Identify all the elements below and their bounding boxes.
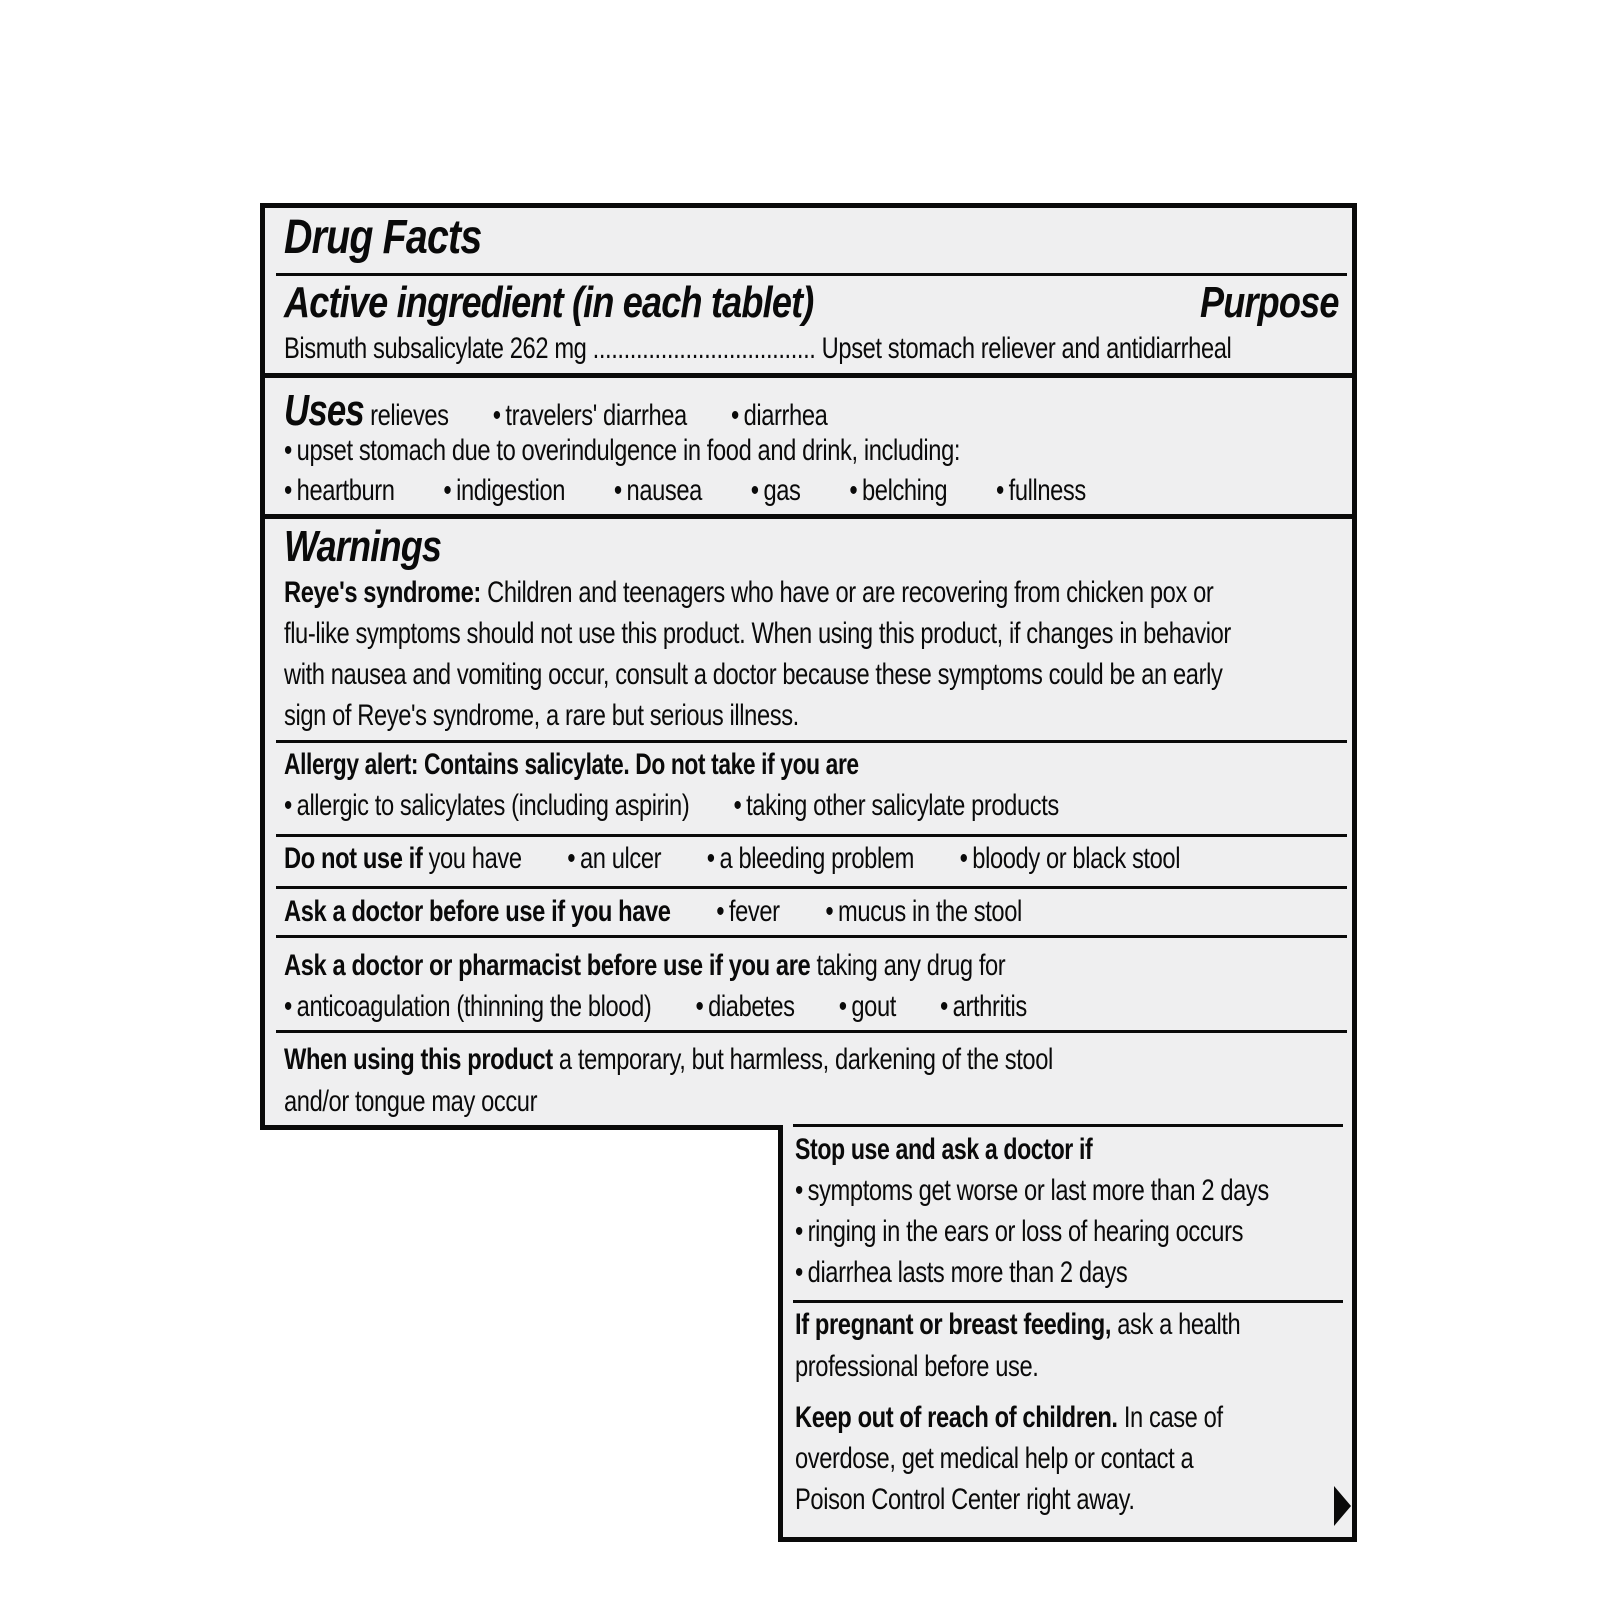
- warnings-rule-2: [276, 834, 1347, 837]
- uses-item: diarrhea: [743, 399, 828, 432]
- continue-arrow-icon: [1334, 1486, 1351, 1526]
- uses-item: belching: [861, 474, 948, 507]
- allergy-item: taking other salicylate products: [746, 789, 1059, 822]
- bullet: •: [695, 990, 704, 1023]
- pregnant-text: professional before use.: [795, 1350, 1039, 1383]
- reyes-label: Reye's syndrome:: [284, 576, 481, 609]
- bullet: •: [716, 895, 725, 928]
- reyes-text: sign of Reye's syndrome, a rare but serious illness.: [284, 699, 799, 732]
- stop-use-item: [795, 1256, 1216, 1290]
- bullet: •: [284, 990, 292, 1023]
- allergy-item: allergic to salicylates (including aspirin): [296, 789, 690, 822]
- warnings-rule-1: [276, 740, 1347, 743]
- keep-out-line-3: [795, 1483, 1225, 1517]
- pregnant-warning: [795, 1308, 1359, 1342]
- uses-line-3: [284, 474, 1299, 508]
- stop-use-item: [795, 1215, 1362, 1249]
- ask-pharmacist-label: Ask a doctor or pharmacist before use if you are: [284, 949, 811, 982]
- bullet: •: [995, 474, 1004, 507]
- ingredient-purpose: Upset stomach reliever and antidiarrheal: [821, 332, 1232, 365]
- title-rule: [276, 273, 1347, 276]
- bullet: •: [284, 789, 292, 822]
- ask-pharmacist-text: taking any drug for: [816, 949, 1006, 982]
- ask-pharmacist-item: anticoagulation (thinning the blood): [296, 990, 652, 1023]
- active-ingredient-row: [284, 332, 1483, 366]
- bullet: •: [443, 474, 452, 507]
- reyes-line-3: [284, 658, 1472, 692]
- bullet: •: [795, 1215, 803, 1248]
- bullet: •: [838, 990, 847, 1023]
- bullet: •: [284, 434, 292, 467]
- ask-pharmacist: [284, 949, 1197, 983]
- uses-heading: Uses: [284, 386, 364, 435]
- warnings-rule-5: [276, 1030, 1347, 1033]
- allergy-alert: [284, 748, 1040, 782]
- do-not-use-item: bloody or black stool: [972, 842, 1181, 875]
- uses-item: gas: [763, 474, 801, 507]
- warnings-rule-4: [276, 935, 1347, 938]
- bullet: •: [733, 789, 742, 822]
- ask-doctor-item: fever: [728, 895, 780, 928]
- uses-line-1: [284, 386, 972, 436]
- reyes-line-2: [284, 617, 1483, 651]
- ask-doctor-label: Ask a doctor before use if you have: [284, 895, 671, 928]
- allergy-label: Allergy alert: Contains salicylate. Do not take if you are: [284, 748, 859, 781]
- keep-out-line-2: [795, 1442, 1299, 1476]
- warnings-rule-3: [276, 886, 1347, 889]
- uses-item: indigestion: [456, 474, 566, 507]
- uses-intro: relieves: [370, 399, 449, 432]
- pregnant-warning-line-2: [795, 1350, 1103, 1384]
- stop-use-item-text: symptoms get worse or last more than 2 days: [807, 1174, 1269, 1207]
- keep-out-text: Poison Control Center right away.: [795, 1483, 1135, 1516]
- uses-item: fullness: [1008, 474, 1086, 507]
- when-using-line-2: [284, 1085, 604, 1119]
- ask-pharmacist-items: [284, 990, 1224, 1024]
- bullet: •: [730, 399, 739, 432]
- drug-facts-title-text: Drug Facts: [284, 211, 482, 264]
- drug-facts-title: [284, 210, 525, 265]
- stop-use-label-text: Stop use and ask a doctor if: [795, 1133, 1093, 1166]
- section-divider-2: [260, 514, 1357, 519]
- bullet: •: [795, 1174, 803, 1207]
- stop-use-item-text: ringing in the ears or loss of hearing occurs: [807, 1215, 1244, 1248]
- when-using-text: a temporary, but harmless, darkening of the stool: [558, 1043, 1053, 1076]
- dot-leader: ....................................: [592, 332, 816, 365]
- bullet: •: [940, 990, 948, 1023]
- reyes-line-1: [284, 576, 1460, 610]
- allergy-items: [284, 789, 1265, 823]
- pregnant-label: If pregnant or breast feeding,: [795, 1308, 1112, 1341]
- uses-item: upset stomach due to overindulgence in food and drink, including:: [296, 434, 961, 467]
- active-ingredient-heading-text: Active ingredient (in each tablet): [284, 278, 814, 327]
- ask-doctor-item: mucus in the stool: [837, 895, 1022, 928]
- do-not-use-label: Do not use if: [284, 842, 423, 875]
- bullet: •: [613, 474, 622, 507]
- do-not-use: [284, 842, 1418, 876]
- bullet: •: [284, 474, 292, 507]
- reyes-text: Children and teenagers who have or are recovering from chicken pox or: [487, 576, 1214, 609]
- do-not-use-item: an ulcer: [579, 842, 662, 875]
- ask-pharmacist-item: arthritis: [952, 990, 1027, 1023]
- pregnant-rule: [793, 1300, 1343, 1303]
- do-not-use-text: you have: [428, 842, 522, 875]
- bullet: •: [492, 399, 501, 432]
- purpose-heading-text: Purpose: [1200, 278, 1339, 327]
- pregnant-text: ask a health: [1117, 1308, 1241, 1341]
- when-using-text: and/or tongue may occur: [284, 1085, 538, 1118]
- bullet: •: [706, 842, 715, 875]
- uses-item: travelers' diarrhea: [505, 399, 687, 432]
- ask-pharmacist-item: gout: [851, 990, 896, 1023]
- do-not-use-item: a bleeding problem: [719, 842, 914, 875]
- ask-pharmacist-item: diabetes: [708, 990, 795, 1023]
- keep-out-label: Keep out of reach of children.: [795, 1401, 1118, 1434]
- warnings-heading-text: Warnings: [284, 522, 442, 571]
- stop-use-item-text: diarrhea lasts more than 2 days: [807, 1256, 1128, 1289]
- keep-out-text: In case of: [1123, 1401, 1223, 1434]
- active-ingredient-heading: [284, 278, 930, 328]
- stop-use-rule: [793, 1124, 1343, 1127]
- keep-out-text: overdose, get medical help or contact a: [795, 1442, 1194, 1475]
- uses-item: nausea: [626, 474, 702, 507]
- uses-item: heartburn: [296, 474, 395, 507]
- bullet: •: [959, 842, 968, 875]
- bullet: •: [567, 842, 576, 875]
- stop-use-item: [795, 1174, 1395, 1208]
- ingredient-name: Bismuth subsalicylate 262 mg: [284, 332, 587, 365]
- reyes-text: with nausea and vomiting occur, consult a doctor because these symptoms could be an early: [284, 658, 1223, 691]
- uses-line-2: [284, 434, 1140, 468]
- ask-doctor: [284, 895, 1218, 929]
- when-using: [284, 1043, 1257, 1077]
- purpose-heading: [1200, 278, 1369, 328]
- stop-use-label: [795, 1133, 1181, 1167]
- section-divider-1: [260, 373, 1357, 378]
- when-using-label: When using this product: [284, 1043, 553, 1076]
- bullet: •: [795, 1256, 803, 1289]
- bullet: •: [825, 895, 834, 928]
- keep-out-warning: [795, 1401, 1336, 1435]
- bullet: •: [849, 474, 858, 507]
- bullet: •: [750, 474, 759, 507]
- reyes-text: flu-like symptoms should not use this product. When using this product, if changes in behavior: [284, 617, 1231, 650]
- reyes-line-4: [284, 699, 936, 733]
- warnings-heading: [284, 522, 476, 572]
